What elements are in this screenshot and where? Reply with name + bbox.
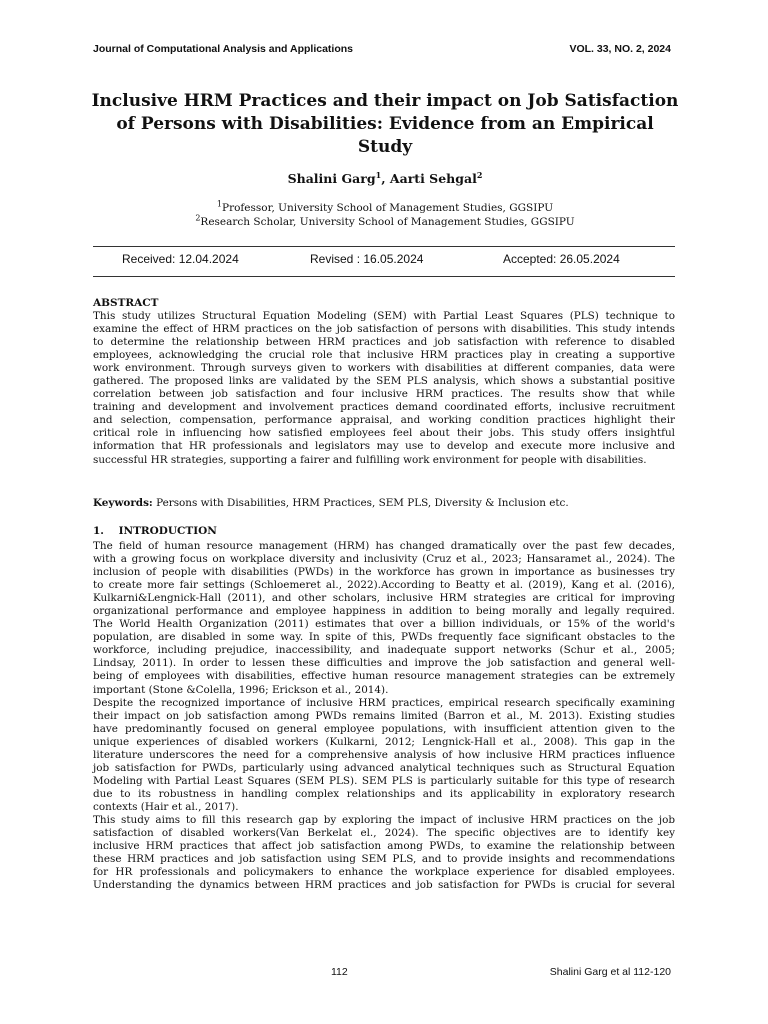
revised-date: Revised : 16.05.2024 xyxy=(310,252,424,266)
abstract-line: and selection, compensation, performance appraisal, and working condition practices highlight their xyxy=(93,414,675,427)
intro-line: satisfaction of disabled workers(Van Berkelat el., 2024). The specific objectives are to identify key xyxy=(93,827,675,840)
abstract-body xyxy=(93,310,675,467)
abstract-line: critical role in influencing how satisfied employees feel about their jobs. This study offers insightful xyxy=(93,427,675,440)
abstract-line: employees, acknowledging the crucial role that inclusive HRM practices play in creating a supportive xyxy=(93,349,675,362)
intro-line: their impact on job satisfaction among PWDs remains limited (Barron et al., M. 2013). Existing studies xyxy=(93,709,675,722)
journal-name: Journal of Computational Analysis and Applications xyxy=(93,43,353,55)
keywords-text: Persons with Disabilities, HRM Practices, SEM PLS, Diversity & Inclusion etc. xyxy=(152,497,569,509)
received-date: Received: 12.04.2024 xyxy=(122,252,239,266)
intro-line: Despite the recognized importance of inclusive HRM practices, empirical research specifically examining xyxy=(93,696,675,709)
author-affiliation-mark: 1 xyxy=(375,169,382,180)
title-line: Inclusive HRM Practices and their impact on Job Satisfaction xyxy=(91,91,679,111)
journal-volume: VOL. 33, NO. 2, 2024 xyxy=(569,43,671,55)
abstract-line: correlation between job satisfaction and four inclusive HRM practices. The results show that while xyxy=(93,388,675,401)
keywords-label: Keywords: xyxy=(93,497,153,509)
abstract-line: examine the effect of HRM practices on the job satisfaction of persons with disabilities. This study intends xyxy=(93,323,675,336)
intro-line: Kulkarni&Lengnick-Hall (2011), and other scholars, inclusive HRM strategies are critical for improving xyxy=(93,592,675,605)
section-heading-introduction: 1. INTRODUCTION xyxy=(93,525,217,537)
intro-line: population, are disabled in some way. In spite of this, PWDs frequently face significant obstacles to the xyxy=(93,631,675,644)
author-name: Aarti Sehgal xyxy=(389,171,477,186)
keywords xyxy=(93,497,569,509)
abstract-line: information that HR professionals and legislators may use to develop and execute more inclusive and xyxy=(93,440,675,453)
intro-line: these HRM practices and job satisfaction using SEM PLS, and to provide insights and recommendations xyxy=(93,853,675,866)
abstract-line: work environment. Through surveys given to workers with disabilities at different companies, data were xyxy=(93,362,675,375)
abstract-line: This study utilizes Structural Equation Modeling (SEM) with Partial Least Squares (PLS) technique to xyxy=(93,310,675,322)
affiliation-mark: 1 xyxy=(216,199,222,209)
affiliation-mark: 2 xyxy=(195,213,201,223)
abstract-heading: ABSTRACT xyxy=(93,297,159,309)
abstract-line: training and development and involvement practices demand coordinated efforts, inclusive recruitment xyxy=(93,401,675,414)
intro-line: The World Health Organization (2011) estimates that over a billion individuals, or 15% of the world's xyxy=(93,618,675,631)
intro-line: The field of human resource management (HRM) has changed dramatically over the past few decades, xyxy=(93,540,675,552)
intro-line: job satisfaction for PWDs, particularly using advanced analytical techniques such as Structural Equation xyxy=(93,761,675,774)
intro-line: being of employees with disabilities, effective human resource management strategies can be extremely xyxy=(93,670,675,683)
affiliation xyxy=(80,199,690,214)
abstract-line: gathered. The proposed links are validated by the SEM PLS analysis, which shows a substantial positive xyxy=(93,375,675,388)
intro-line: organizational performance and employee happiness in addition to being morally and legally required. xyxy=(93,605,675,618)
affiliation-text: Research Scholar, University School of Management Studies, GGSIPU xyxy=(200,216,575,228)
intro-line: due to its robustness in handling complex relationships and its applicability in exploratory research xyxy=(93,787,675,800)
intro-line: Lindsay, 2011). In order to lessen these difficulties and improve the job satisfaction and general well- xyxy=(93,657,675,670)
author-list xyxy=(80,171,690,186)
abstract-line: to determine the relationship between HRM practices and job satisfaction with reference to disabled xyxy=(93,336,675,349)
intro-line: inclusive HRM practices that affect job satisfaction among PWDs, to examine the relationship between xyxy=(93,840,675,853)
intro-line: unique experiences of disabled workers (Kulkarni, 2012; Lengnick-Hall et al., 2008). This gap in the xyxy=(93,735,675,748)
intro-line: to create more fair settings (Schloemeret al., 2022).According to Beatty et al. (2019), Kang et al. (2016), xyxy=(93,579,675,592)
title-line: Study xyxy=(357,137,413,157)
intro-line: Modeling with Partial Least Squares (SEM PLS). SEM PLS is particularly suitable for this type of research xyxy=(93,774,675,787)
intro-line: workforce, including prejudice, inaccessibility, and inadequate support networks (Schur et al., 2005; xyxy=(93,644,675,657)
footer-citation: Shalini Garg et al 112-120 xyxy=(549,966,671,978)
affiliation xyxy=(80,213,690,228)
intro-line: important (Stone &Colella, 1996; Erickson et al., 2014). xyxy=(93,683,389,696)
intro-line: Understanding the dynamics between HRM practices and job satisfaction for PWDs is crucial for several xyxy=(93,879,675,892)
intro-line: with a growing focus on workplace diversity and inclusivity (Cruz et al., 2023; Hansaramet al., 2024). The xyxy=(93,553,675,566)
intro-line: inclusion of people with disabilities (PWDs) in the workforce has grown in importance as businesses try xyxy=(93,566,675,579)
intro-line: contexts (Hair et al., 2017). xyxy=(93,800,239,813)
intro-line: literature underscores the need for a comprehensive analysis of how inclusive HRM practices influence xyxy=(93,748,675,761)
intro-line: This study aims to fill this research gap by exploring the impact of inclusive HRM practices on the job xyxy=(93,813,675,826)
intro-line: for HR professionals and policymakers to enhance the workplace experience for disabled employees. xyxy=(93,866,675,879)
affiliation-text: Professor, University School of Management Studies, GGSIPU xyxy=(222,202,554,214)
page-number: 112 xyxy=(331,966,348,978)
intro-line: have predominantly focused on general employee populations, with insufficient attention given to the xyxy=(93,722,675,735)
divider xyxy=(93,276,675,277)
accepted-date: Accepted: 26.05.2024 xyxy=(503,252,620,266)
paper-title xyxy=(80,90,690,159)
author-affiliation-mark: 2 xyxy=(476,169,483,180)
author-separator: , xyxy=(381,171,390,186)
introduction-body xyxy=(93,540,675,892)
title-line: of Persons with Disabilities: Evidence from an Empirical xyxy=(116,114,654,134)
divider xyxy=(93,246,675,247)
author-name: Shalini Garg xyxy=(287,171,376,186)
abstract-line: successful HR strategies, supporting a fairer and fulfilling work environment for people with disabilities. xyxy=(93,453,647,466)
